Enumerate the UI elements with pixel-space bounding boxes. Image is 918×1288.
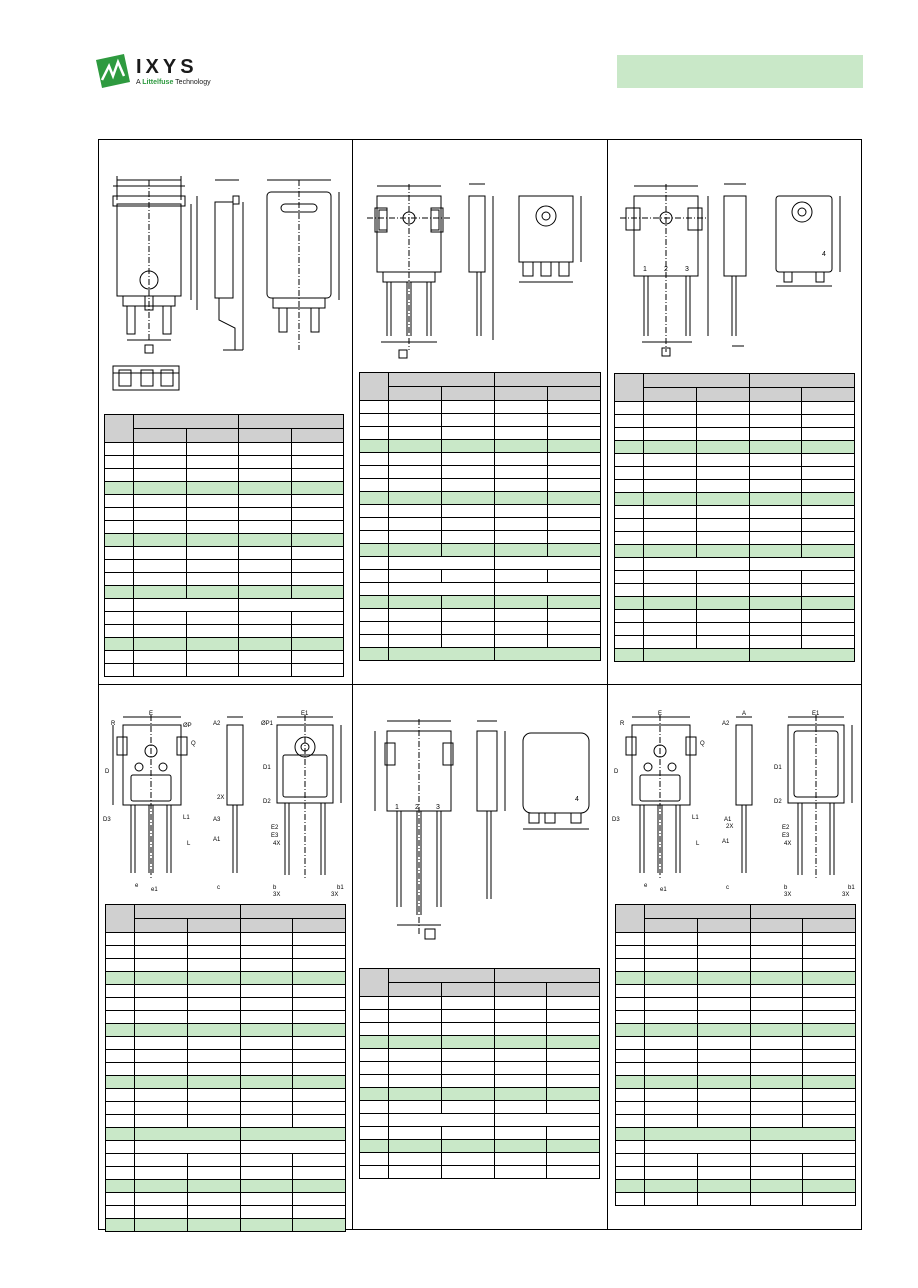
- panel-6-label-6: A1: [724, 817, 732, 823]
- panel-3-pin-2: 2: [664, 266, 668, 273]
- panel-6-label-13: e1: [660, 887, 667, 893]
- panel-1: [99, 140, 352, 684]
- panel-3-drawing: [608, 140, 862, 365]
- panel-4-label-8: A1: [213, 837, 221, 843]
- panel-4-label-20: E3: [271, 833, 279, 839]
- panel-2: [353, 140, 607, 684]
- header-title-box: [617, 55, 863, 88]
- panel-6-label-3: D: [614, 769, 619, 775]
- panel-4-label-10: L: [187, 841, 191, 847]
- panel-4-label-17: D1: [263, 765, 271, 771]
- panel-4-label-7: A3: [213, 817, 221, 823]
- panel-4-label-5: A2: [213, 721, 221, 727]
- panel-4-drawing: [99, 685, 352, 900]
- panel-5-pin-1: 1: [395, 804, 399, 811]
- panel-6-drawing: [608, 685, 862, 900]
- brand-tagline: A Littelfuse Technology: [136, 79, 211, 86]
- panel-3-dimension-table: [614, 373, 855, 662]
- panel-2-drawing: [353, 140, 607, 365]
- panel-4-label-19: E2: [271, 825, 279, 831]
- panel-1-dimension-table: [104, 414, 344, 677]
- panel-3-pin-4: 4: [822, 251, 826, 258]
- panel-6-label-11: D3: [612, 817, 620, 823]
- panel-6-label-2: Q: [700, 741, 705, 747]
- panel-4-label-18: D2: [263, 799, 271, 805]
- panel-3: [608, 140, 862, 684]
- ixys-logo: [96, 54, 216, 90]
- panel-5-dimension-table: [359, 968, 600, 1179]
- panel-4-label-0: R: [111, 721, 116, 727]
- panel-6-label-8: A1: [722, 839, 730, 845]
- brand-name: IXYS: [136, 56, 198, 78]
- panel-4-label-14: c: [217, 885, 220, 891]
- panel-6-label-0: R: [620, 721, 625, 727]
- panel-4-label-2: ØP: [183, 723, 192, 729]
- panel-6-label-20: 4X: [784, 841, 792, 847]
- panel-6-label-16: D1: [774, 765, 782, 771]
- panel-6-label-19: E3: [782, 833, 790, 839]
- panel-4-label-4: D: [105, 769, 110, 775]
- panel-6: [608, 685, 862, 1229]
- panel-6-label-21: b: [784, 885, 788, 891]
- panel-5-pin-4: 4: [575, 796, 579, 803]
- ixys-logo-mark-icon: [96, 54, 130, 88]
- panel-4-label-21: 4X: [273, 841, 281, 847]
- panel-6-label-23: b1: [848, 885, 855, 891]
- panel-4-label-22: b: [273, 885, 277, 891]
- panel-6-label-10: L: [696, 841, 700, 847]
- panel-6-label-5: A: [742, 711, 747, 717]
- panel-4-label-6: 2X: [217, 795, 225, 801]
- panel-4: [99, 685, 352, 1229]
- panel-4-label-1: E: [149, 711, 154, 717]
- panel-5-pin-2: 2: [415, 804, 419, 811]
- panel-4-label-12: e: [135, 883, 139, 889]
- panel-6-label-7: 2X: [726, 824, 734, 830]
- panel-3-pin-1: 1: [643, 266, 647, 273]
- panel-6-label-12: e: [644, 883, 648, 889]
- panel-4-label-25: 3X: [331, 892, 339, 898]
- panel-6-label-9: L1: [692, 815, 699, 821]
- panel-5: [353, 685, 607, 1229]
- panel-4-label-15: ØP1: [261, 721, 274, 727]
- panel-4-label-23: 3X: [273, 892, 281, 898]
- panel-6-label-24: 3X: [842, 892, 850, 898]
- panel-1-drawing: [99, 140, 352, 410]
- panel-4-dimension-table: [105, 904, 346, 1232]
- panel-4-label-13: e1: [151, 887, 158, 893]
- panel-6-label-1: E: [658, 711, 663, 717]
- panel-5-pin-3: 3: [436, 804, 440, 811]
- panel-4-label-9: L1: [183, 815, 190, 821]
- panel-6-label-4: A2: [722, 721, 730, 727]
- panel-2-dimension-table: [359, 372, 601, 661]
- panel-6-label-18: E2: [782, 825, 790, 831]
- panel-6-dimension-table: [615, 904, 856, 1206]
- panel-5-drawing: [353, 685, 607, 955]
- panel-3-pin-3: 3: [685, 266, 689, 273]
- panel-6-label-22: 3X: [784, 892, 792, 898]
- panel-4-label-16: E1: [301, 711, 309, 717]
- panel-4-label-3: Q: [191, 741, 196, 747]
- panel-4-label-24: b1: [337, 885, 344, 891]
- panel-6-label-15: E1: [812, 711, 820, 717]
- panel-4-label-11: D3: [103, 817, 111, 823]
- panel-6-label-14: c: [726, 885, 729, 891]
- panel-6-label-17: D2: [774, 799, 782, 805]
